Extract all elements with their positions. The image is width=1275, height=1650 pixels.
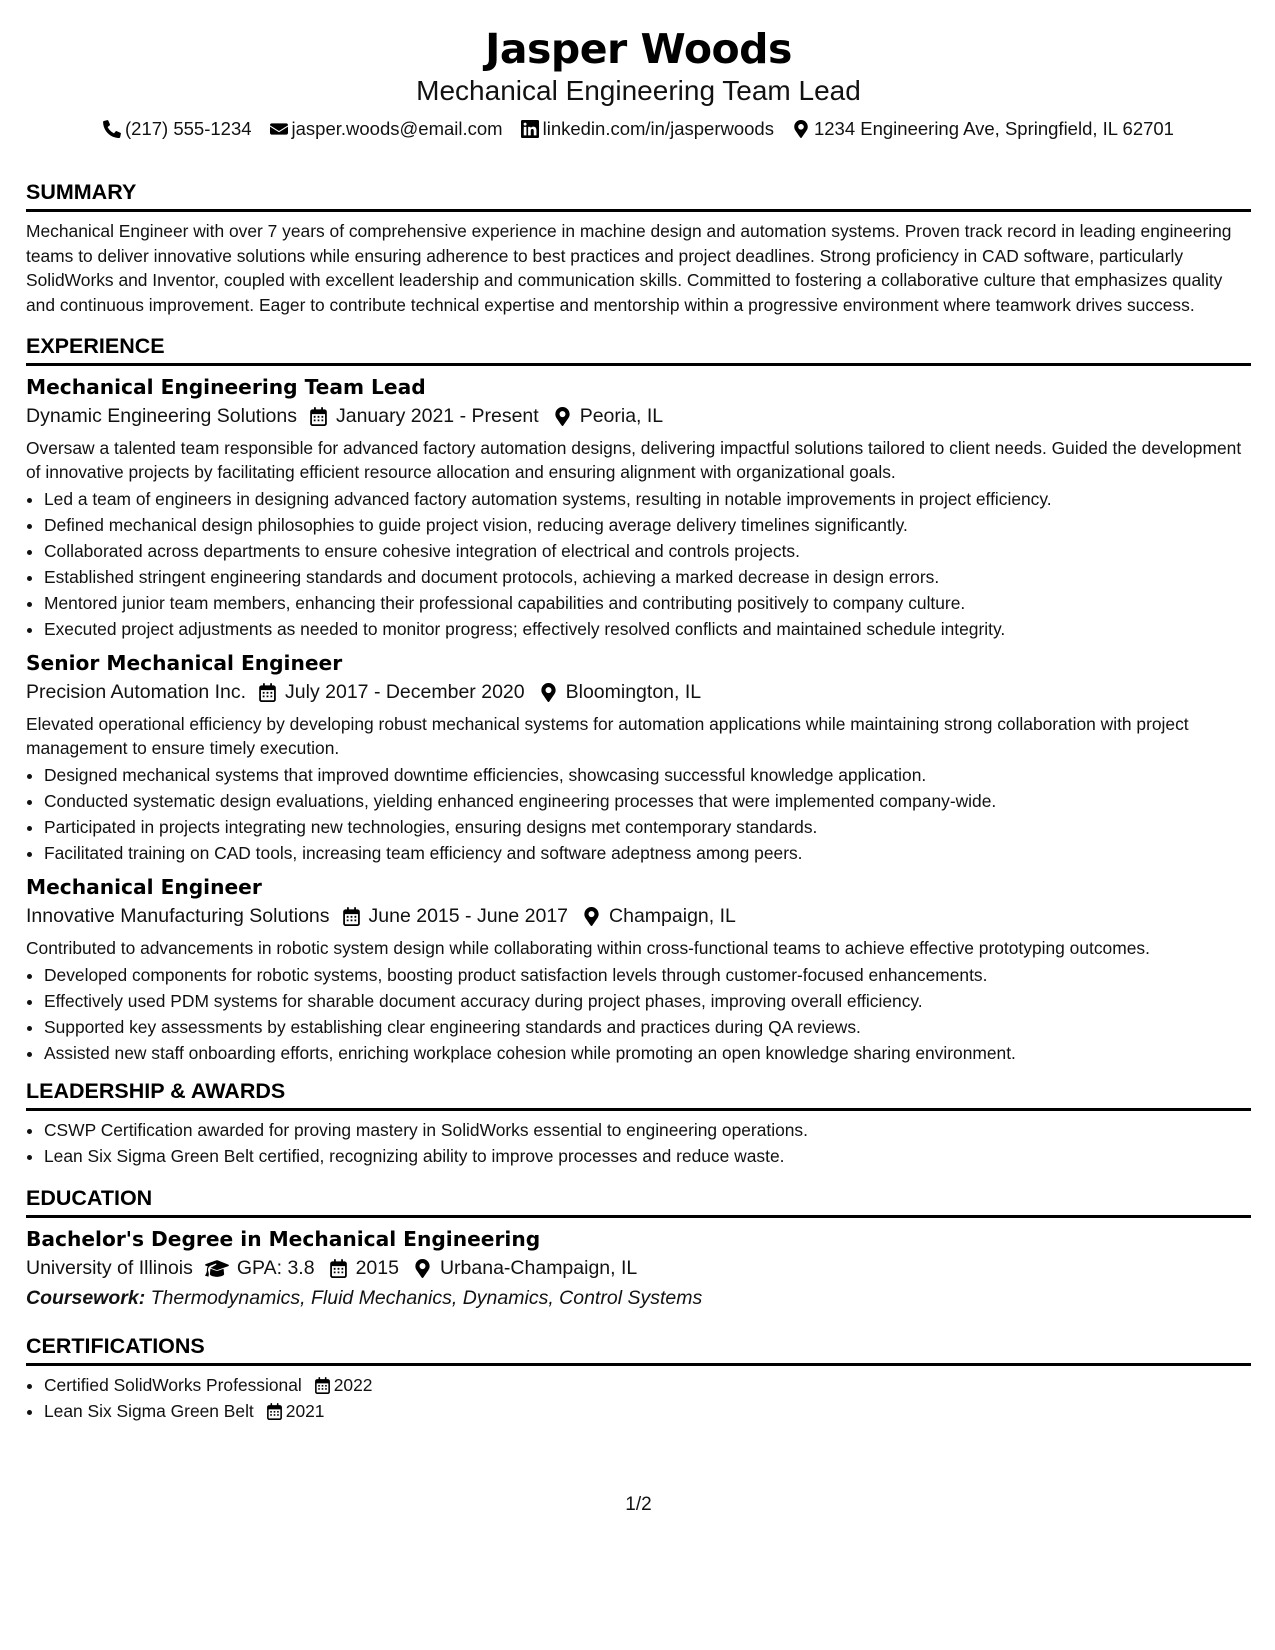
linkedin-text: linkedin.com/in/jasperwoods: [542, 118, 774, 139]
bullet-item: • Led a team of engineers in designing advanced factory automation systems, resulting in notable improvements in project efficiency.: [44, 486, 1251, 512]
job-title: Mechanical Engineering Team Lead: [26, 375, 426, 399]
job-company: Innovative Manufacturing Solutions: [26, 905, 330, 927]
section-divider: [26, 1215, 1251, 1218]
map-marker-icon: [582, 907, 601, 926]
certification-name: • Certified SolidWorks Professional: [44, 1375, 302, 1395]
job-bullets: [26, 486, 1251, 642]
bullet-item: • Effectively used PDM systems for sharable document accuracy during project phases, improving overall efficiency.: [44, 988, 1251, 1014]
job-location: Peoria, IL: [579, 405, 664, 427]
bullet-item: • Facilitated training on CAD tools, increasing team efficiency and software adeptness among peers.: [44, 840, 1251, 866]
coursework-text: Thermodynamics, Fluid Mechanics, Dynamics, Control Systems: [150, 1287, 703, 1309]
certifications-list: [26, 1372, 1251, 1424]
summary-text: Mechanical Engineer with over 7 years of comprehensive experience in machine design and automation systems. Proven track record in leading engineering teams to deliver innovative solutions while ensuring adherence to best practices and project deadlines. Strong proficiency in CAD software, particularly SolidWorks and Inventor, coupled with excellent leadership and communication skills. Committed to fostering a collaborative culture that emphasizes quality and continuous improvement. Eager to contribute technical expertise and mentorship within a progressive environment where teamwork drives success.: [26, 221, 1232, 315]
certification-name: • Lean Six Sigma Green Belt: [44, 1401, 254, 1421]
candidate-title: Mechanical Engineering Team Lead: [416, 75, 861, 106]
graduation-cap-icon: [205, 1259, 229, 1278]
bullet-item: • Assisted new staff onboarding efforts, enriching workplace cohesion while promoting an open knowledge sharing environment.: [44, 1040, 1251, 1066]
calendar-icon: [258, 683, 277, 702]
envelope-icon: [270, 120, 288, 138]
job-dates: July 2017 - December 2020: [285, 681, 525, 703]
bullet-item: • Supported key assessments by establishing clear engineering standards and practices during QA reviews.: [44, 1014, 1251, 1040]
contact-email[interactable]: [270, 117, 503, 141]
certification-year: 2022: [333, 1375, 373, 1395]
contact-bar: [26, 117, 1251, 141]
resume-header: [26, 24, 1251, 141]
resume-page: [26, 0, 1251, 1650]
experience-heading: EXPERIENCE: [26, 334, 165, 358]
job-description: Elevated operational efficiency by developing robust mechanical systems for automation applications while maintaining strong collaboration with project management to ensure timely execution.: [26, 714, 1189, 758]
graduation-year: 2015: [355, 1257, 399, 1279]
job-title: Senior Mechanical Engineer: [26, 651, 343, 675]
awards-heading: LEADERSHIP & AWARDS: [26, 1079, 286, 1103]
bullet-item: • Defined mechanical design philosophies to guide project vision, reducing average delivery timelines significantly.: [44, 512, 1251, 538]
bullet-item: • Conducted systematic design evaluations, yielding enhanced engineering processes that were implemented company-wide.: [44, 788, 1251, 814]
job-entry: [26, 874, 1251, 1066]
contact-linkedin[interactable]: [521, 117, 774, 141]
job-entry: [26, 374, 1251, 642]
job-description: Contributed to advancements in robotic system design while collaborating within cross-functional teams to achieve effective prototyping outcomes.: [26, 938, 1150, 958]
bullet-item: • Executed project adjustments as needed to monitor progress; effectively resolved conflicts and maintained schedule integrity.: [44, 616, 1251, 642]
phone-text: (217) 555-1234: [125, 118, 252, 139]
phone-icon: [103, 120, 121, 138]
calendar-icon: [314, 1377, 331, 1394]
school-name: University of Illinois: [26, 1257, 193, 1279]
job-dates: January 2021 - Present: [335, 405, 539, 427]
section-divider: [26, 1363, 1251, 1366]
email-text: jasper.woods@email.com: [291, 118, 503, 139]
job-description: Oversaw a talented team responsible for advanced factory automation designs, delivering impactful solutions tailored to client needs. Guided the development of innovative projects by facilitating efficient resource allocation and ensuring alignment with organizational goals.: [26, 438, 1242, 482]
calendar-icon: [309, 407, 328, 426]
job-location: Bloomington, IL: [565, 681, 702, 703]
gpa-text: GPA: 3.8: [236, 1257, 315, 1279]
education-meta: [26, 1253, 1251, 1283]
awards-list: [26, 1117, 1251, 1169]
bullet-item: • Developed components for robotic systems, boosting product satisfaction levels through customer-focused enhancements.: [44, 962, 1251, 988]
contact-address: [792, 117, 1174, 141]
job-meta: [26, 901, 1251, 931]
bullet-item: • Established stringent engineering standards and document protocols, achieving a marked decrease in design errors.: [44, 564, 1251, 590]
linkedin-icon: [521, 120, 539, 138]
job-bullets: [26, 962, 1251, 1066]
education-heading: EDUCATION: [26, 1186, 153, 1210]
map-marker-icon: [553, 407, 572, 426]
address-text: 1234 Engineering Ave, Springfield, IL 62701: [813, 118, 1174, 139]
candidate-name: Jasper Woods: [485, 25, 792, 73]
certification-item: [44, 1372, 1251, 1398]
page-number: 1/2: [625, 1494, 652, 1515]
section-divider: [26, 363, 1251, 366]
bullet-item: • Participated in projects integrating new technologies, ensuring designs met contemporary standards.: [44, 814, 1251, 840]
job-company: Precision Automation Inc.: [26, 681, 247, 703]
summary-heading: SUMMARY: [26, 180, 137, 204]
map-marker-icon: [413, 1259, 432, 1278]
section-divider: [26, 1108, 1251, 1111]
certification-year: 2021: [285, 1401, 325, 1421]
job-bullets: [26, 762, 1251, 866]
job-meta: [26, 677, 1251, 707]
bullet-item: • Collaborated across departments to ensure cohesive integration of electrical and controls projects.: [44, 538, 1251, 564]
certification-item: [44, 1398, 1251, 1424]
contact-phone: [103, 117, 252, 141]
job-entry: [26, 650, 1251, 866]
certifications-heading: CERTIFICATIONS: [26, 1334, 205, 1358]
job-meta: [26, 401, 1251, 431]
calendar-icon: [329, 1259, 348, 1278]
award-item: • Lean Six Sigma Green Belt certified, recognizing ability to improve processes and reduce waste.: [44, 1143, 1251, 1169]
calendar-icon: [266, 1403, 283, 1420]
bullet-item: • Mentored junior team members, enhancing their professional capabilities and contributing positively to company culture.: [44, 590, 1251, 616]
award-item: • CSWP Certification awarded for proving mastery in SolidWorks essential to engineering operations.: [44, 1117, 1251, 1143]
map-marker-icon: [539, 683, 558, 702]
map-marker-icon: [792, 120, 810, 138]
job-company: Dynamic Engineering Solutions: [26, 405, 297, 427]
job-dates: June 2015 - June 2017: [368, 905, 569, 927]
job-location: Champaign, IL: [609, 905, 736, 927]
section-divider: [26, 209, 1251, 212]
degree-title: Bachelor's Degree in Mechanical Engineering: [26, 1227, 541, 1251]
bullet-item: • Designed mechanical systems that improved downtime efficiencies, showcasing successful knowledge application.: [44, 762, 1251, 788]
calendar-icon: [342, 907, 361, 926]
coursework-label: Coursework:: [26, 1287, 146, 1309]
school-location: Urbana-Champaign, IL: [439, 1257, 638, 1279]
job-title: Mechanical Engineer: [26, 875, 262, 899]
coursework-line: [26, 1283, 1251, 1313]
